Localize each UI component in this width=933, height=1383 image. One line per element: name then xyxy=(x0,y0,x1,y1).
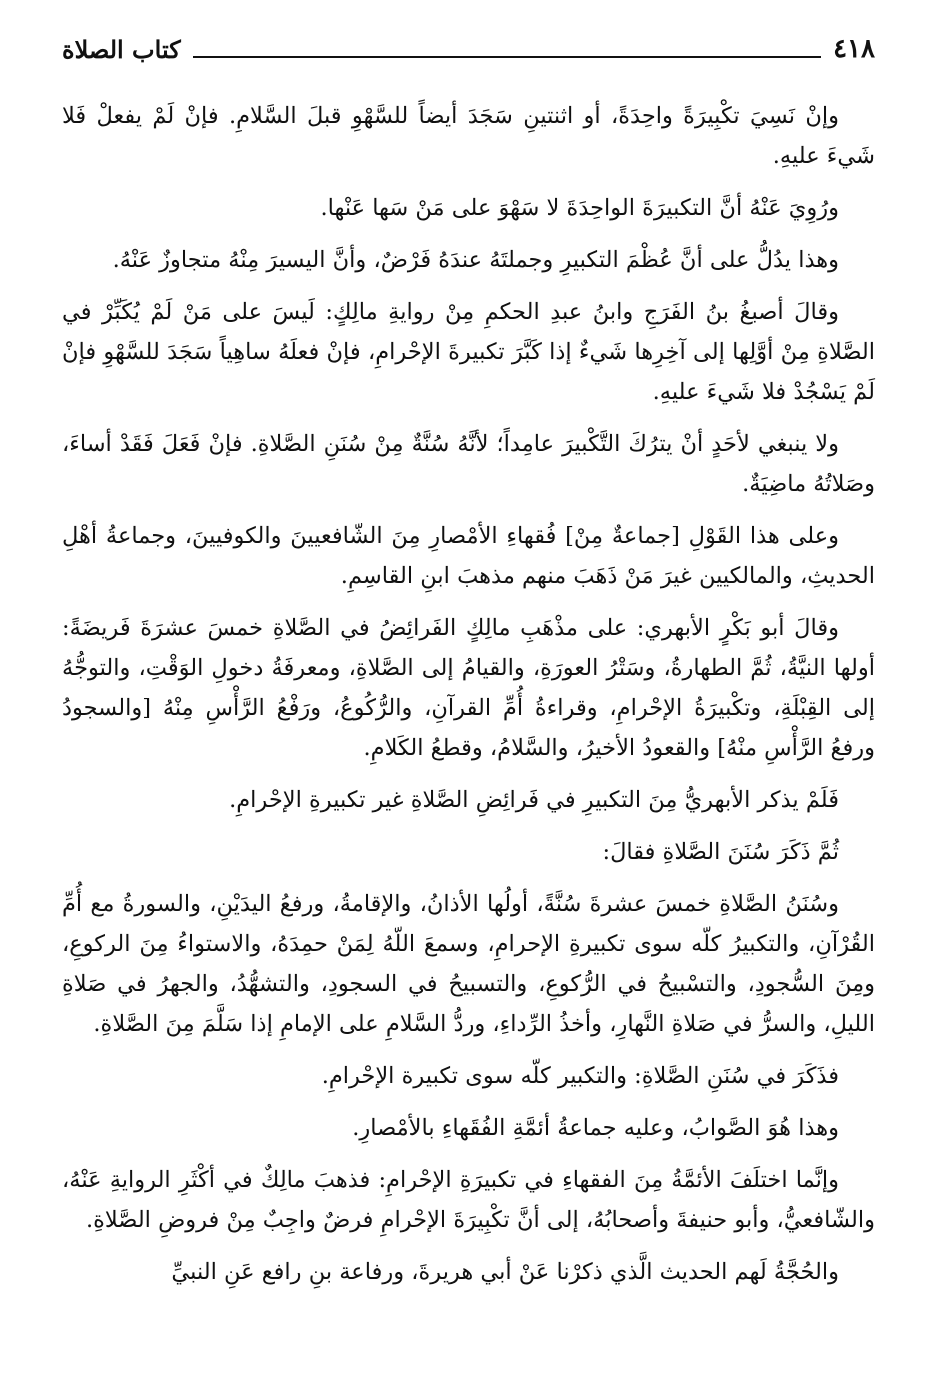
page-header xyxy=(62,30,875,68)
book-title: كتاب الصلاة xyxy=(62,34,181,64)
paragraph: فَلَمْ يذكر الأبهريُّ مِنَ التكبيرِ في فَرائِضِ الصَّلاةِ غير تكبيرةِ الإحْرامِ. xyxy=(229,787,839,813)
page-body xyxy=(62,96,875,1292)
header-rule xyxy=(193,56,821,58)
paragraph: وقالَ أصبغُ بنُ الفَرَجِ وابنُ عبدِ الحكمِ مِنْ روايةِ مالِكٍ: لَيسَ على مَنْ لَمْ يُكَبِّرْ في الصَّلاةِ مِنْ أوَّلِها إلى آخِرِها شَيءٌ إذا كَبَّرَ تكبيرةَ الإحْرامِ، فإنْ فعلَهُ ساهِياً سَجَدَ للسَّهْوِ فإنْ لَمْ يَسْجُدْ فلا شَيءَ عليهِ. xyxy=(62,299,875,405)
paragraph: وعلى هذا القَوْلِ [جماعةٌ مِنْ] فُقهاءِ الأمْصارِ مِنَ الشّافعيينَ والكوفيينَ، وجماعةُ أهْلِ الحديثِ، والمالكيين غيرَ مَنْ ذَهَبَ منهم مذهبَ ابنِ القاسِمِ. xyxy=(62,523,875,589)
page-number: ٤١٨ xyxy=(833,34,875,64)
paragraph: وهذا هُوَ الصَّوابُ، وعليه جماعةُ أئمَّةِ الفُقَهاءِ بالأمْصارِ. xyxy=(352,1115,839,1141)
paragraph: ثُمَّ ذَكَرَ سُنَنَ الصَّلاةِ فقالَ: xyxy=(602,839,839,865)
paragraph: فذَكَرَ في سُنَنِ الصَّلاةِ: والتكبير كلّه سوى تكبيرة الإحْرامِ. xyxy=(321,1063,839,1089)
paragraph: وقالَ أبو بَكْرٍ الأبهري: على مذْهَبِ مالِكٍ الفَرائِضُ في الصَّلاةِ خمسَ عشرَةَ فَريضَةً: أولها النيَّةُ، ثُمَّ الطهارةُ، وسَتْرُ العورَةِ، والقيامُ إلى الصَّلاةِ، ومعرفَةُ دخولِ الوَقْتِ، والتوجُّهُ إلى القِبْلَةِ، وتكْبيرَةُ الإحْرامِ، وقراءةُ أُمِّ القرآنِ، والرُّكُوعُ، ورَفْعُ الرَّأْسِ مِنْهُ [والسجودُ ورفعُ الرَّأْسِ منْهُ] والقعودُ الأخيرُ، والسَّلامُ، وقطعُ الكَلامِ. xyxy=(62,615,875,761)
paragraph: ورُوِيَ عَنْهُ أنَّ التكبيرَةَ الواحِدَةَ لا سَهْوَ على مَنْ سَها عَنْها. xyxy=(320,195,839,221)
paragraph: وسُنَنُ الصَّلاةِ خمسَ عشرةَ سُنَّةً، أولُها الأذانُ، والإقامةُ، ورفعُ اليدَيْنِ، والسورةُ مع أُمِّ القُرْآنِ، والتكبيرُ كلّه سوى تكبيرةِ الإحرامِ، وسمعَ اللّهُ لِمَنْ حمِدَهُ، والاستواءُ مِنَ الركوعِ، ومِنَ السُّجودِ، والتسْبيحُ في الرُّكوعِ، والتسبيحُ في السجودِ، والتشهُّدُ، والجهرُ في صَلاةِ الليلِ، والسرُّ في صَلاةِ النَّهارِ، وأخذُ الرِّداءِ، وردُّ السَّلامِ على الإمامِ إذا سَلَّمَ مِنَ الصَّلاةِ. xyxy=(62,891,875,1037)
paragraph: وإنْ نَسِيَ تكْبِيرَةً واحِدَةً، أو اثنتينِ سَجَدَ أيضاً للسَّهْوِ قبلَ السَّلامِ. فإنْ لَمْ يفعلْ فَلا شَيءَ عليهِ. xyxy=(62,103,875,169)
paragraph: وهذا يدُلُّ على أنَّ عُظْمَ التكبيرِ وجملتَهُ عندَهُ فَرْضٌ، وأنَّ اليسيرَ مِنْهُ متجاوزٌ عَنْهُ. xyxy=(112,247,839,273)
paragraph: ولا ينبغي لأحَدٍ أنْ يترُكَ التَّكْبيرَ عامِداً؛ لأنَّهُ سُنَّةٌ مِنْ سُنَنِ الصَّلاةِ. فإنْ فَعَلَ فَقَدْ أساءَ، وصَلاتُهُ ماضِيَةٌ. xyxy=(62,431,875,497)
paragraph: والحُجَّةُ لَهم الحديث الَّذي ذكرْنا عَنْ أبي هريرةَ، ورفاعة بنِ رافع عَنِ النبيِّ xyxy=(171,1259,839,1285)
paragraph: وإنَّما اختلَفَ الأئمَّةُ مِنَ الفقهاءِ في تكبيرَةِ الإحْرامِ: فذهبَ مالِكٌ في أكْثَرِ الروايةِ عَنْهُ، والشّافعيُّ، وأبو حنيفةَ وأصحابُهُ، إلى أنَّ تكْبِيرَةَ الإحْرامِ فرضٌ واجِبٌ مِنْ فروضِ الصَّلاةِ. xyxy=(62,1167,875,1233)
